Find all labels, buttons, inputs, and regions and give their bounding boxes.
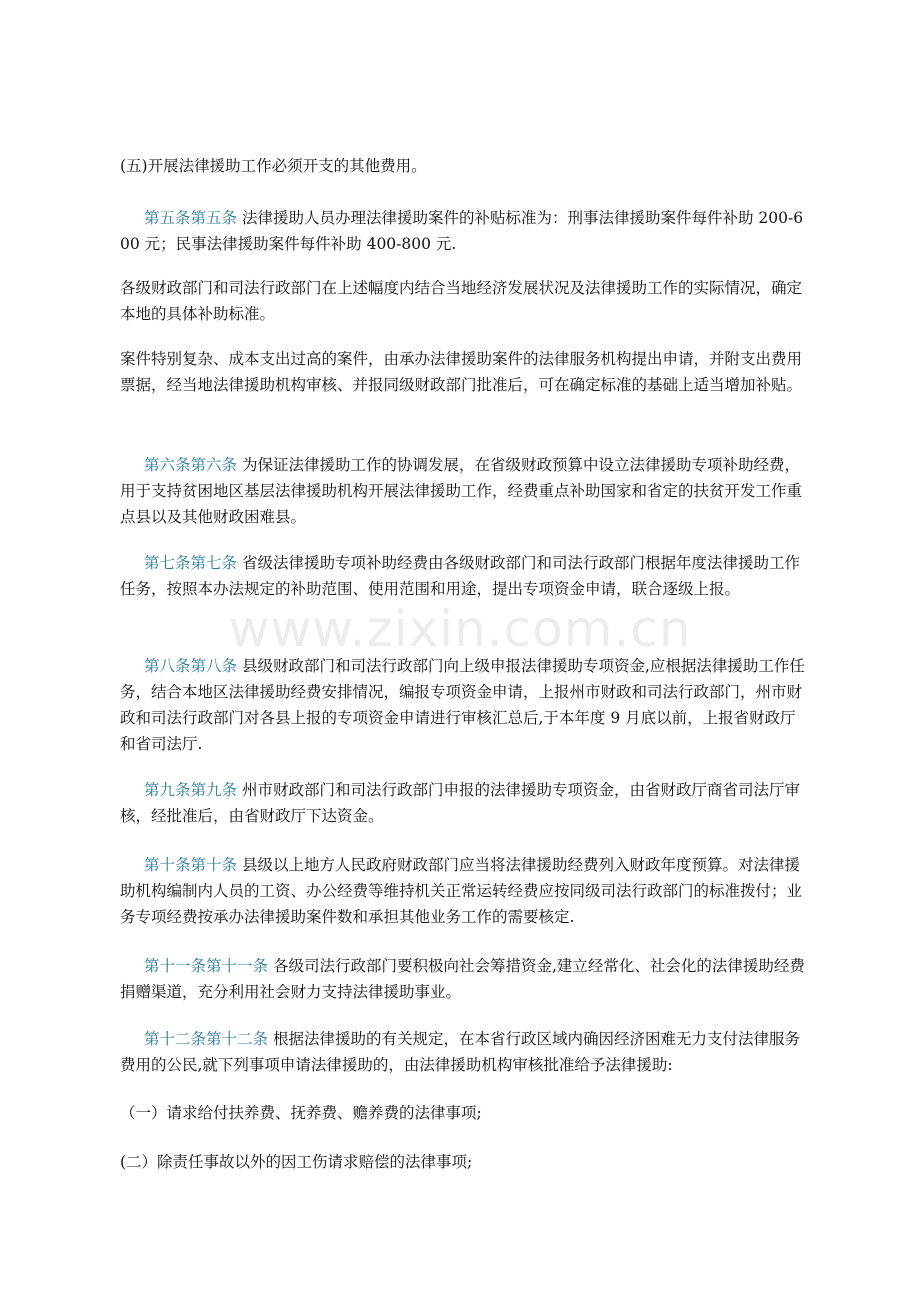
- article-text: 根据法律援助的有关规定，在本省行政区域内确因经济困难无力支付法律服务费用的公民,就下列事项申请法律援助的，由法律援助机构审核批准给予法律援助:: [120, 1030, 800, 1074]
- list-item-1: [120, 1100, 805, 1126]
- article-12: [120, 1026, 805, 1078]
- article-7: [120, 550, 805, 602]
- list-item-text: （一）请求给付扶养费、抚养费、赡养费的法律事项;: [120, 1104, 482, 1122]
- article-text: 法律援助人员办理法律援助案件的补贴标准为：刑事法律援助案件每件补助 200-600 元；民事法律援助案件每件补助 400-800 元.: [120, 209, 804, 253]
- article-text: 县级以上地方人民政府财政部门应当将法律援助经费列入财政年度预算。对法律援助机构编制内人员的工资、办公经费等维持机关正常运转经费应按同级司法行政部门的标准拨付；业务专项经费按承办法律援助案件数和承担其他业务工作的需要核定.: [120, 856, 803, 926]
- paragraph-text: 各级财政部门和司法行政部门在上述幅度内结合当地经济发展状况及法律援助工作的实际情况，确定本地的具体补助标准。: [120, 279, 803, 323]
- article-heading: 第七条第七条: [144, 554, 238, 572]
- article-heading: 第九条第九条: [144, 781, 238, 799]
- article-heading: 第十条第十条: [144, 856, 238, 874]
- article-11: [120, 953, 805, 1005]
- article-text: 州市财政部门和司法行政部门申报的法律援助专项资金，由省财政厅商省司法厅审核，经批准后，由省财政厅下达资金。: [120, 781, 800, 825]
- article-9: [120, 777, 805, 829]
- paragraph-text: 案件特别复杂、成本支出过高的案件，由承办法律援助案件的法律服务机构提出申请，并附支出费用票据，经当地法律援助机构审核、并报同级财政部门批准后，可在确定标准的基础上适当增加补贴。: [120, 350, 803, 394]
- article-heading: 第十二条第十二条: [144, 1030, 269, 1048]
- paragraph-standards: [120, 275, 805, 327]
- article-heading: 第五条第五条: [144, 209, 238, 227]
- list-item-2: [120, 1149, 805, 1175]
- article-10: [120, 852, 805, 930]
- article-8: [120, 653, 805, 757]
- article-text: 县级财政部门和司法行政部门向上级申报法律援助专项资金,应根据法律援助工作任务，结合本地区法律援助经费安排情况，编报专项资金申请，上报州市财政和司法行政部门，州市财政和司法行政部门对各县上报的专项资金申请进行审核汇总后,于本年度 9 月底以前，上报省财政厅和省司法厅.: [120, 657, 805, 753]
- article-text: 省级法律援助专项补助经费由各级财政部门和司法行政部门根据年度法律援助工作任务，按照本办法规定的补助范围、使用范围和用途，提出专项资金申请，联合逐级上报。: [120, 554, 800, 598]
- paragraph-complex-cases: [120, 346, 805, 398]
- paragraph-text: (五)开展法律援助工作必须开支的其他费用。: [120, 157, 427, 175]
- article-text: 各级司法行政部门要积极向社会筹措资金,建立经常化、社会化的法律援助经费捐赠渠道，充分利用社会财力支持法律援助事业。: [120, 957, 805, 1001]
- list-item-text: (二）除责任事故以外的因工伤请求赔偿的法律事项;: [120, 1153, 473, 1171]
- article-6: [120, 452, 805, 530]
- article-heading: 第十一条第十一条: [144, 957, 269, 975]
- paragraph-item-5: [120, 153, 805, 179]
- article-heading: 第八条第八条: [144, 657, 238, 675]
- article-5: [120, 205, 805, 257]
- article-heading: 第六条第六条: [144, 456, 238, 474]
- article-text: 为保证法律援助工作的协调发展，在省级财政预算中设立法律援助专项补助经费，用于支持贫困地区基层法律援助机构开展法律援助工作，经费重点补助国家和省定的扶贫开发工作重点县以及其他财政困难县。: [120, 456, 803, 526]
- watermark: www.zixin.com.cn: [228, 600, 692, 658]
